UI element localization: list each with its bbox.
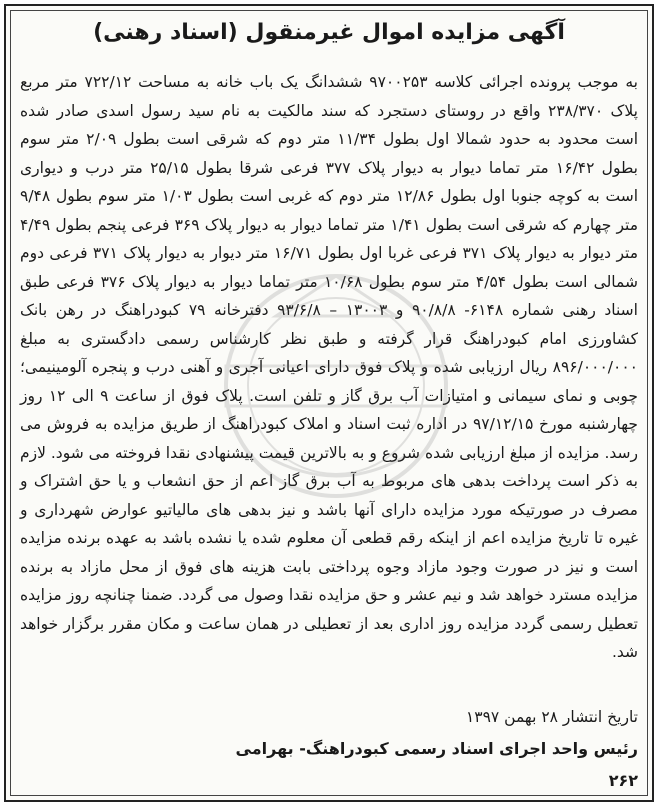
notice-code: ۲۶۲: [608, 771, 638, 790]
publish-date: تاریخ انتشار ۲۸ بهمن ۱۳۹۷: [465, 708, 638, 726]
notice-frame: [4, 4, 654, 802]
notice-body: [20, 68, 638, 667]
notice-title: آگهی مزایده اموال غیرمنقول (اسناد رهنی): [93, 20, 565, 45]
notice-body-paragraph: به موجب پرونده اجرائی کلاسه ۹۷۰۰۲۵۳ ششدانگ یک باب خانه به مساحت ۷۲۲/۱۲ متر مربع پلاک ۲۳۸/۳۷۰ واقع در روستای دستجرد که سند مالکیت به نام سید رسول اسدی صادر شده است محدود به حدود شمالا اول بطول ۱۱/۳۴ متر دوم که شرقی است بطول ۲/۰۹ متر سوم بطول ۱۶/۴۲ متر تماما دیوار به دیوار پلاک ۳۷۷ فرعی شرقا بطول ۲۵/۱۵ متر درب و دیواری است به کوچه جنوبا اول بطول ۱۲/۸۶ متر دوم که غربی است بطول ۱/۰۳ متر سوم بطول ۹/۴۸ متر چهارم که شرقی است بطول ۱/۴۱ متر تماما دیوار به دیوار پلاک ۳۶۹ فرعی پنجم بطول ۴/۴۹ متر دیوار به دیوار پلاک ۳۷۱ فرعی غربا اول بطول ۱۶/۷۱ متر دیوار به دیوار پلاک ۳۷۱ فرعی دوم شمالی است بطول ۴/۵۴ متر سوم بطول ۱۰/۶۸ متر تماما دیوار به دیوار پلاک ۳۷۶ فرعی طبق اسناد رهنی شماره ۶۱۴۸- ۹۰/۸/۸ و ۱۳۰۰۳ – ۹۳/۶/۸ دفترخانه ۷۹ کبودراهنگ در رهن بانک کشاورزی امام کبودراهنگ قرار گرفته و طبق نظر کارشناس رسمی دادگستری به مبلغ ۸۹۶/۰۰۰/۰۰۰ ریال ارزیابی شده و پلاک فوق دارای اعیانی آجری و آهنی درب و پنجره آلومینیمی؛ چوبی و نمای سیمانی و امتیازات آب برق گاز و تلفن است. پلاک فوق از ساعت ۹ الی ۱۲ روز چهارشنبه مورخ ۹۷/۱۲/۱۵ در اداره ثبت اسناد و املاک کبودراهنگ از طریق مزایده به فروش می رسد. مزایده از مبلغ ارزیابی شده شروع و به بالاترین قیمت پیشنهادی نقدا فروخته می شود. لازم به ذکر است پرداخت بدهی های مربوط به آب برق گاز اعم از حق انشعاب و یا حق اشتراک و مصرف در صورتیکه مورد مزایده دارای آنها باشد و نیز بدهی های مالیاتیو عوارض شهرداری و غیره تا تاریخ مزایده اعم از اینکه رقم قطعی آن معلوم شده یا نشده باشد به عهده برنده مزایده است و نیز در صورت وجود مازاد وجوه پرداختی بابت هزینه های فوق از محل مازاد به برنده مزایده مسترد خواهد شد و نیم عشر و حق مزایده نقدا وصول می گردد. ضمنا چنانچه روز مزایده تعطیل رسمی گردد مزایده روز اداری بعد از تعطیلی در همان ساعت و مکان مقرر برگزار خواهد شد.: [20, 73, 639, 661]
signature-line: رئیس واحد اجرای اسناد رسمی کبودراهنگ- بهرامی: [235, 739, 638, 758]
